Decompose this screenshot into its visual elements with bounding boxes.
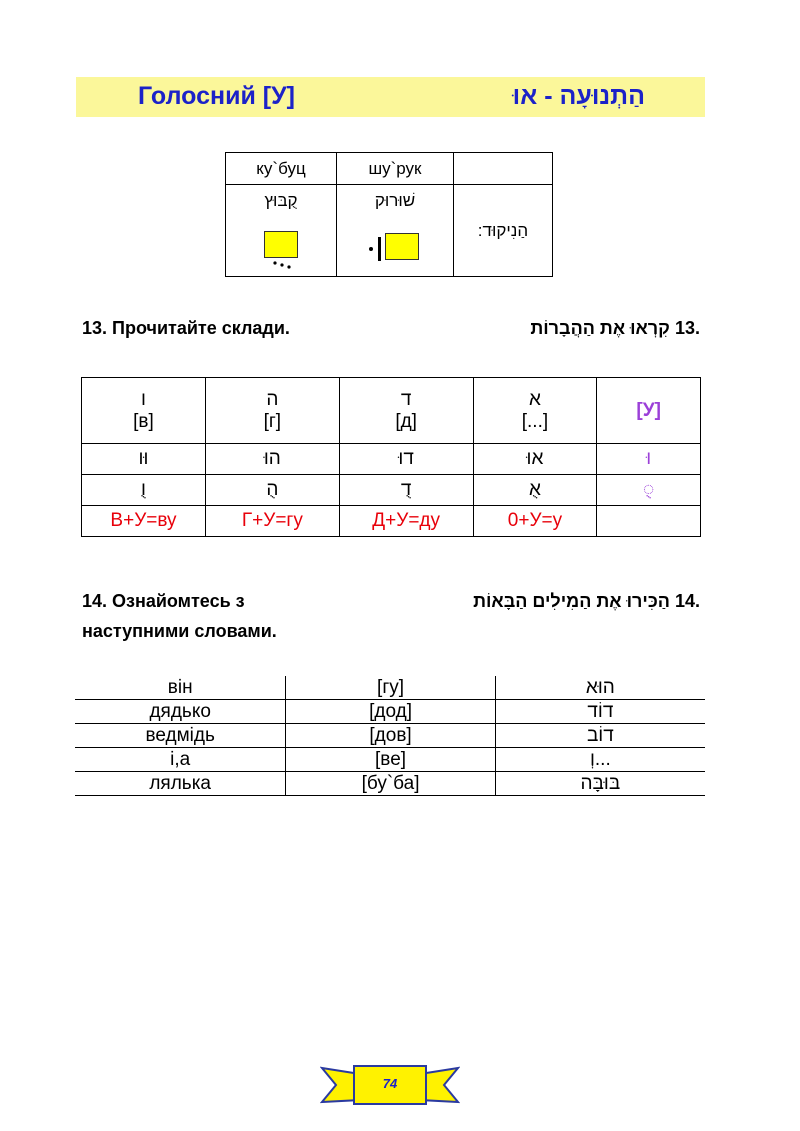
ukrainian-word: лялька: [75, 772, 286, 796]
page-number: 74: [382, 1076, 398, 1091]
syllable-header-vav: [82, 378, 206, 444]
syllable-cell: אוּ: [473, 444, 597, 475]
sound: [...]: [521, 410, 549, 432]
combo-cell: В+У=ву: [82, 506, 206, 537]
combo-cell: Д+У=ду: [339, 506, 473, 537]
kubutz-dots-icon: [270, 261, 294, 269]
ukrainian-word: ведмідь: [75, 724, 286, 748]
heading-line: 14. Ознайомтесь з: [82, 591, 245, 611]
hebrew-word: הוּא: [495, 676, 705, 700]
table-row: [75, 748, 705, 772]
kubutz-mark: ◌ֻ: [597, 475, 701, 506]
hebrew-word: וְ...: [495, 748, 705, 772]
shuruk-hebrew: שׁוּרוּק: [337, 185, 454, 217]
hebrew-word: דוֹב: [495, 724, 705, 748]
shuruk-mark: וּ: [597, 444, 701, 475]
ukrainian-word: дядько: [75, 700, 286, 724]
syllable-cell: הֻ: [205, 475, 339, 506]
syllable-table: [81, 377, 701, 537]
exercise-13-heading-hebrew: .13 קִרְאוּ אֶת הַהֲבָרוֹת: [530, 318, 700, 338]
sound: [г]: [263, 410, 282, 432]
sound: [в]: [133, 410, 154, 432]
syllable-header-alef: [473, 378, 597, 444]
sound: [д]: [395, 410, 417, 432]
table-row: [75, 676, 705, 700]
hebrew-word: דוֹד: [495, 700, 705, 724]
vowel-header: [У]: [597, 378, 701, 444]
syllable-header-he: [205, 378, 339, 444]
shuruk-name: шу`рук: [337, 153, 454, 185]
page-number-badge: [320, 1062, 460, 1108]
kubutz-symbol: [226, 217, 337, 277]
letter: ד: [400, 388, 412, 410]
table-row: [75, 700, 705, 724]
transliteration: [дов]: [286, 724, 495, 748]
letter: א: [528, 388, 541, 410]
syllable-cell: וֻ: [82, 475, 206, 506]
letter-placeholder-box: [385, 233, 419, 260]
word-table: [75, 676, 705, 796]
transliteration: [гу]: [286, 676, 495, 700]
heading-line: наступними словами.: [82, 621, 277, 641]
ukrainian-word: і,а: [75, 748, 286, 772]
table-row: [75, 724, 705, 748]
title-ukrainian: Голосний [У]: [138, 82, 295, 110]
syllable-cell: אֻ: [473, 475, 597, 506]
letter: ו: [141, 388, 146, 410]
shuruk-vav-dot-icon: [365, 229, 385, 263]
title-hebrew: הַתְנוּעָה - אוּ: [512, 82, 645, 110]
blank-cell: [597, 506, 701, 537]
syllable-cell: הוּ: [205, 444, 339, 475]
combo-cell: Г+У=гу: [205, 506, 339, 537]
letter-placeholder-box: [264, 231, 298, 258]
hebrew-word: בּוּבָּה: [495, 772, 705, 796]
exercise-14-heading-hebrew: .14 הַכִּירוּ אֶת הַמִילִים הַבָּאוֹת: [473, 591, 700, 611]
table-row: [75, 772, 705, 796]
kubutz-hebrew: קֻבּוּץ: [226, 185, 337, 217]
combo-cell: 0+У=у: [473, 506, 597, 537]
letter: ה: [266, 388, 279, 410]
syllable-cell: דוּ: [339, 444, 473, 475]
exercise-13-heading-ukrainian: 13. Прочитайте склади.: [82, 318, 290, 338]
blank-cell: [454, 153, 553, 185]
syllable-header-dalet: [339, 378, 473, 444]
syllable-cell: וּו: [82, 444, 206, 475]
exercise-14-heading-ukrainian: [82, 586, 277, 646]
ukrainian-word: він: [75, 676, 286, 700]
transliteration: [дод]: [286, 700, 495, 724]
nikud-label: הַנִיקוּד:: [454, 185, 553, 277]
nikud-table: [225, 152, 553, 277]
syllable-cell: דֻ: [339, 475, 473, 506]
kubutz-name: ку`буц: [226, 153, 337, 185]
transliteration: [ве]: [286, 748, 495, 772]
transliteration: [бу`ба]: [286, 772, 495, 796]
shuruk-symbol: [337, 217, 454, 277]
